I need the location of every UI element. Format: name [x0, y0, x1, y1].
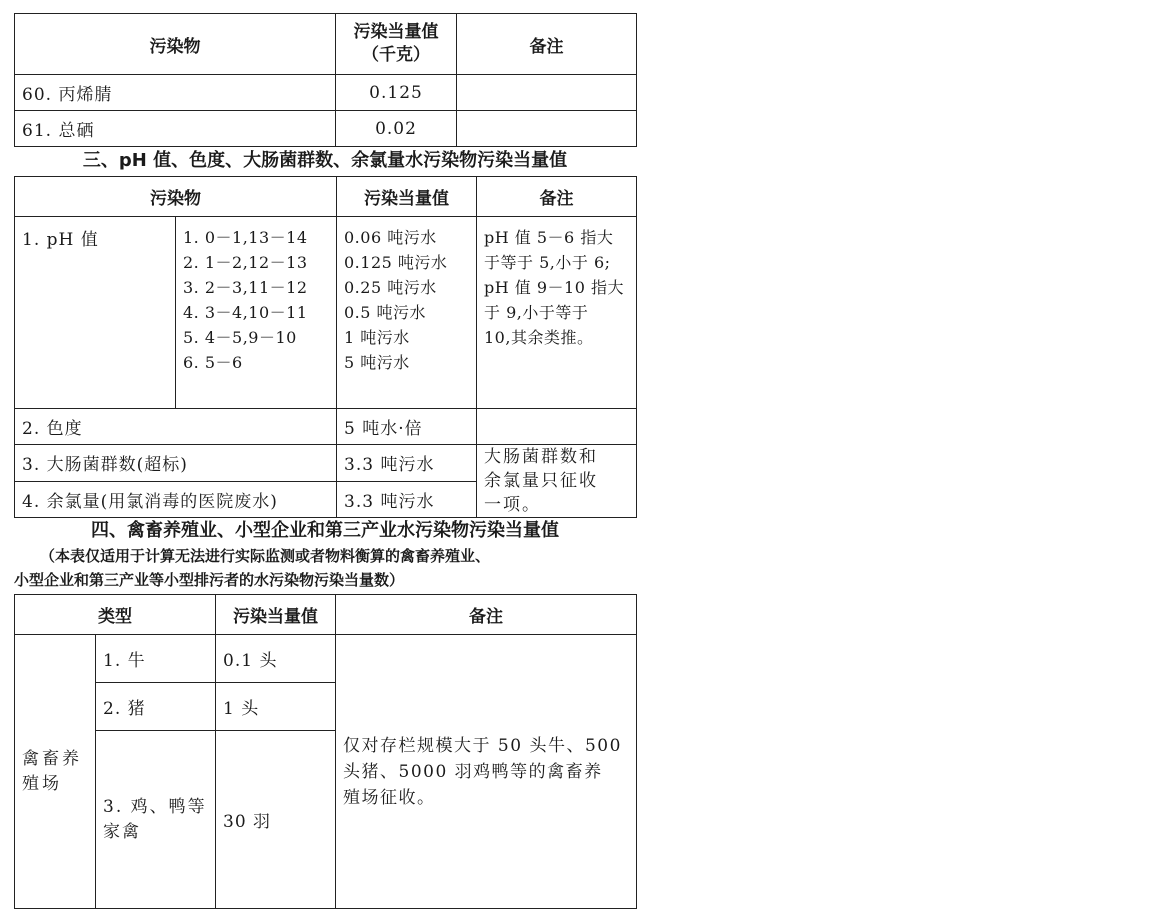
section-4-title: 四、禽畜养殖业、小型企业和第三产业水污染物污染当量值 — [91, 520, 559, 541]
header-note: 备注 — [477, 177, 637, 217]
type-poultry: 3. 鸡、鸭等 家禽 — [96, 731, 216, 909]
type-pig: 2. 猪 — [96, 683, 216, 731]
header-equivalent-kg: 污染当量值 （千克） — [336, 14, 457, 75]
header-equivalent: 污染当量值 — [337, 177, 477, 217]
header-equivalent: 污染当量值 — [216, 595, 336, 635]
header-pollutant: 污染物 — [15, 177, 337, 217]
value-pig: 1 头 — [216, 683, 336, 731]
header-type: 类型 — [15, 595, 216, 635]
ph-ranges: 1. 0－1,13－14 2. 1－2,12－13 3. 2－3,11－12 4. 3－4,10－11 5. 4－5,9－10 6. 5－6 — [176, 217, 337, 409]
table-row-note — [457, 111, 637, 147]
pollutant-table-continued — [14, 13, 637, 147]
value-cattle: 0.1 头 — [216, 635, 336, 683]
ph-label: 1. pH 值 — [15, 217, 176, 409]
ph-color-table — [14, 176, 637, 518]
table-row-note — [457, 75, 637, 111]
table-row-value: 0.125 — [336, 75, 457, 111]
color-note — [477, 409, 637, 445]
color-value: 5 吨水·倍 — [337, 409, 477, 445]
table-row-value: 0.02 — [336, 111, 457, 147]
header-note: 备注 — [457, 14, 637, 75]
header-note: 备注 — [336, 595, 637, 635]
coliform-value: 3.3 吨污水 — [337, 445, 477, 482]
value-poultry: 30 羽 — [216, 731, 336, 909]
coliform-chlorine-note: 大肠菌群数和 余氯量只征收 一项。 — [477, 445, 637, 518]
section-4-note-line-2: 小型企业和第三产业等小型排污者的水污染物污染当量数） — [14, 571, 405, 589]
section-4-note-line-1: （本表仅适用于计算无法进行实际监测或者物料衡算的禽畜养殖业、 — [40, 547, 491, 565]
ph-note: pH 值 5－6 指大 于等于 5,小于 6; pH 值 9－10 指大 于 9,小于等于 10,其余类推。 — [477, 217, 637, 409]
section-3-title: 三、pH 值、色度、大肠菌群数、余氯量水污染物污染当量值 — [82, 150, 568, 171]
livestock-table — [14, 594, 637, 909]
color-label: 2. 色度 — [15, 409, 337, 445]
type-cattle: 1. 牛 — [96, 635, 216, 683]
ph-equivalents: 0.06 吨污水 0.125 吨污水 0.25 吨污水 0.5 吨污水 1 吨污水 5 吨污水 — [337, 217, 477, 409]
livestock-note: 仅对存栏规模大于 50 头牛、500 头猪、5000 羽鸡鸭等的禽畜养 殖场征收。 — [336, 635, 637, 909]
table-row-pollutant: 61. 总硒 — [15, 111, 336, 147]
table-row-pollutant: 60. 丙烯腈 — [15, 75, 336, 111]
category-livestock-farm: 禽畜养 殖场 — [15, 635, 96, 909]
chlorine-label: 4. 余氯量(用氯消毒的医院废水) — [15, 481, 337, 518]
chlorine-value: 3.3 吨污水 — [337, 481, 477, 518]
coliform-label: 3. 大肠菌群数(超标) — [15, 445, 337, 482]
header-pollutant: 污染物 — [15, 14, 336, 75]
